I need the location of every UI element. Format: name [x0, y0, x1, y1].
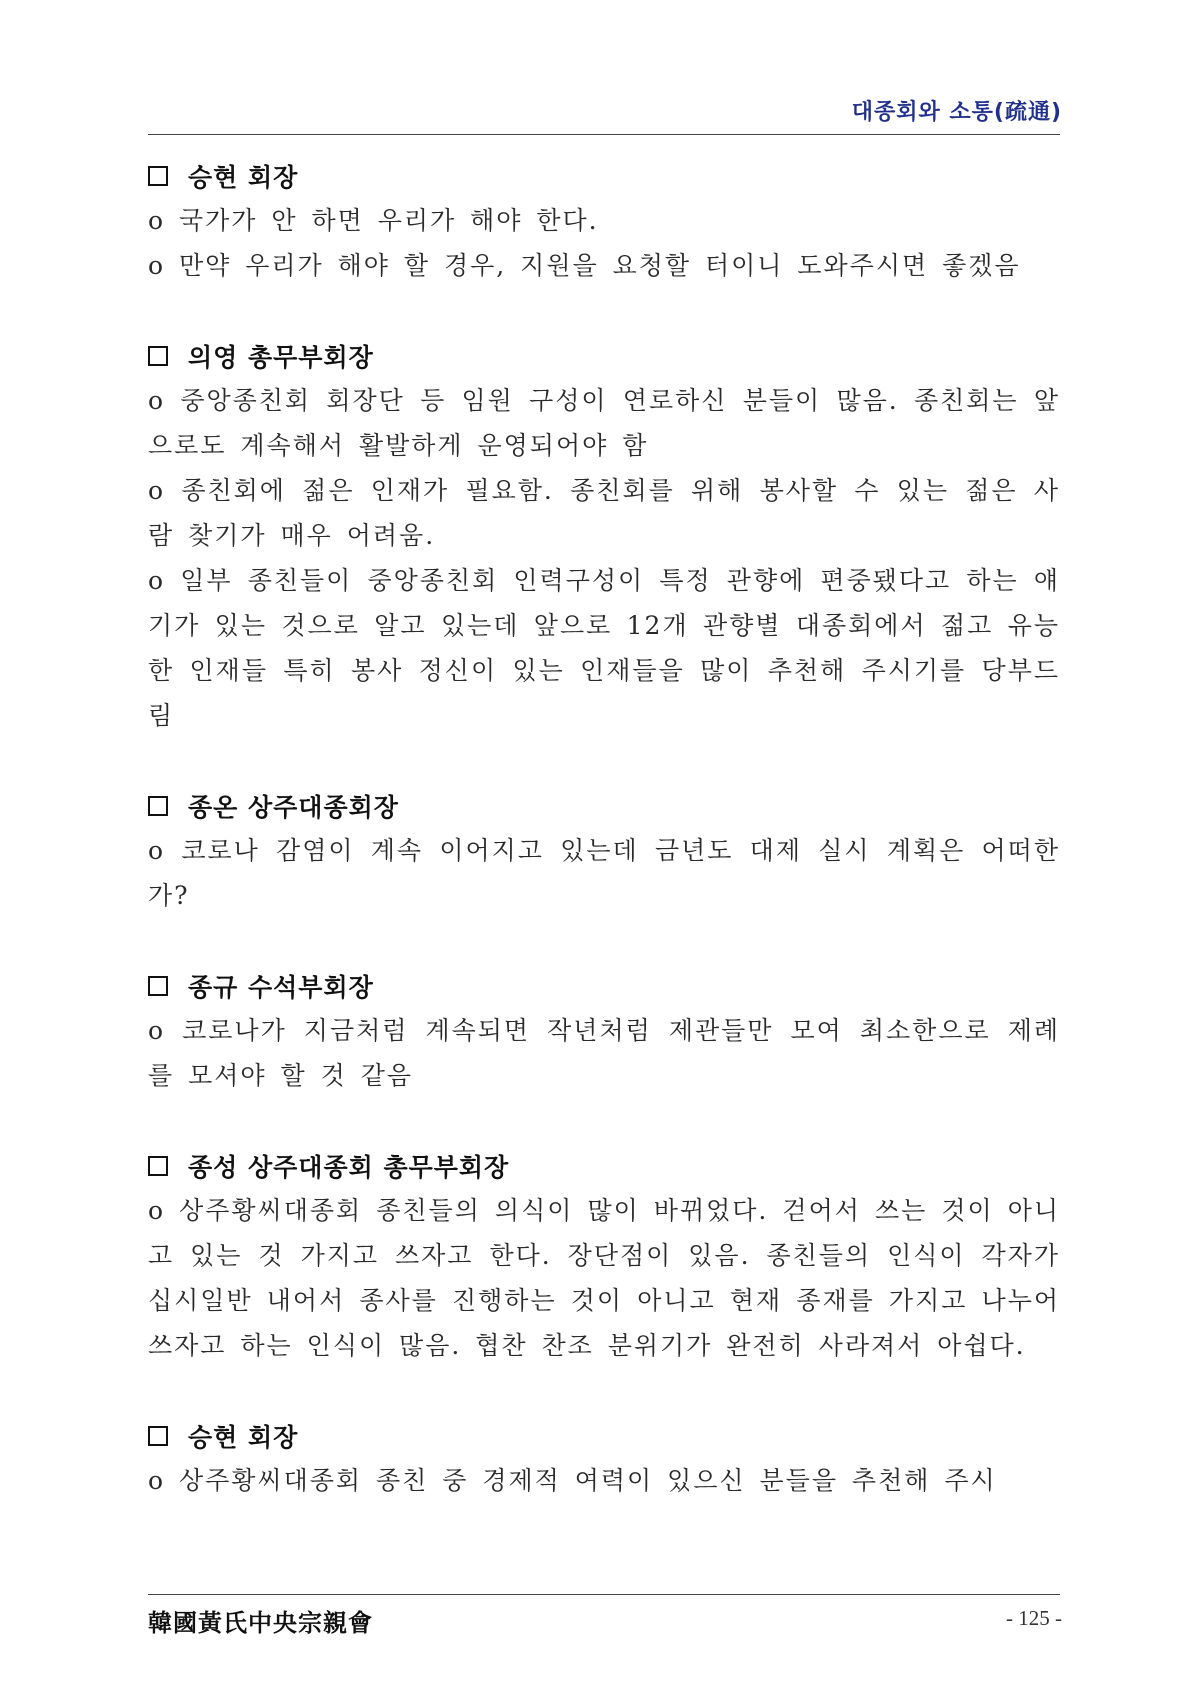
- section: [148, 1413, 1060, 1503]
- section-heading: [148, 783, 1060, 828]
- checkbox-square-icon: [148, 1156, 168, 1176]
- statement-paragraph: o 만약 우리가 해야 할 경우, 지원을 요청할 터이니 도와주시면 좋겠음: [148, 251, 1021, 280]
- footer-divider: [148, 1594, 1060, 1595]
- section: [148, 153, 1060, 288]
- checkbox-square-icon: [148, 796, 168, 816]
- statement-paragraph: o 일부 종친들이 중앙종친회 인력구성이 특정 관향에 편중됐다고 하는 얘기가 있는 것으로 알고 있는데 앞으로 12개 관향별 대종회에서 젊고 유능한 인재들 특히 봉사 정신이 있는 인재들을 많이 추천해 주시기를 당부드림: [148, 566, 1060, 730]
- statement-paragraph: o 종친회에 젊은 인재가 필요함. 종친회를 위해 봉사할 수 있는 젊은 사람 찾기가 매우 어려움.: [148, 476, 1060, 550]
- section-heading: [148, 153, 1060, 198]
- checkbox-square-icon: [148, 1426, 168, 1446]
- section: [148, 783, 1060, 918]
- section: [148, 1143, 1060, 1368]
- section: [148, 963, 1060, 1098]
- speaker-name: 의영 총무부회장: [188, 342, 374, 372]
- checkbox-square-icon: [148, 166, 168, 186]
- statement-paragraph: o 상주황씨대종회 종친들의 의식이 많이 바뀌었다. 걷어서 쓰는 것이 아니고 있는 것 가지고 쓰자고 한다. 장단점이 있음. 종친들의 인식이 각자가 십시일반 내어서 종사를 진행하는 것이 아니고 현재 종재를 가지고 나누어 쓰자고 하는 인식이 많음. 협찬 찬조 분위기가 완전히 사라져서 아쉽다.: [148, 1196, 1060, 1360]
- running-header-title: 대종회와 소통(疏通): [851, 100, 1062, 125]
- speaker-name: 종온 상주대종회장: [188, 792, 399, 822]
- checkbox-square-icon: [148, 976, 168, 996]
- page-number: - 125 -: [1006, 1606, 1062, 1630]
- speaker-name: 승현 회장: [188, 1422, 299, 1452]
- statement-paragraph: o 코로나가 지금처럼 계속되면 작년처럼 제관들만 모여 최소한으로 제례를 모셔야 할 것 같음: [148, 1016, 1060, 1090]
- section-heading: [148, 1413, 1060, 1458]
- section-heading: [148, 963, 1060, 1008]
- statement-paragraph: o 상주황씨대종회 종친 중 경제적 여력이 있으신 분들을 추천해 주시: [148, 1466, 997, 1495]
- page-content: [148, 153, 1060, 1548]
- statement-paragraph: o 중앙종친회 회장단 등 임원 구성이 연로하신 분들이 많음. 종친회는 앞으로도 계속해서 활발하게 운영되어야 함: [148, 386, 1060, 460]
- speaker-name: 종규 수석부회장: [188, 972, 374, 1002]
- header-divider: [148, 134, 1060, 135]
- speaker-name: 승현 회장: [188, 162, 299, 192]
- section: [148, 333, 1060, 738]
- speaker-name: 종성 상주대종회 총무부회장: [188, 1152, 510, 1182]
- statement-paragraph: o 국가가 안 하면 우리가 해야 한다.: [148, 206, 599, 235]
- checkbox-square-icon: [148, 346, 168, 366]
- footer-organization-name: 韓國黃氏中央宗親會: [148, 1608, 373, 1637]
- section-heading: [148, 1143, 1060, 1188]
- statement-paragraph: o 코로나 감염이 계속 이어지고 있는데 금년도 대제 실시 계획은 어떠한가?: [148, 836, 1060, 910]
- section-heading: [148, 333, 1060, 378]
